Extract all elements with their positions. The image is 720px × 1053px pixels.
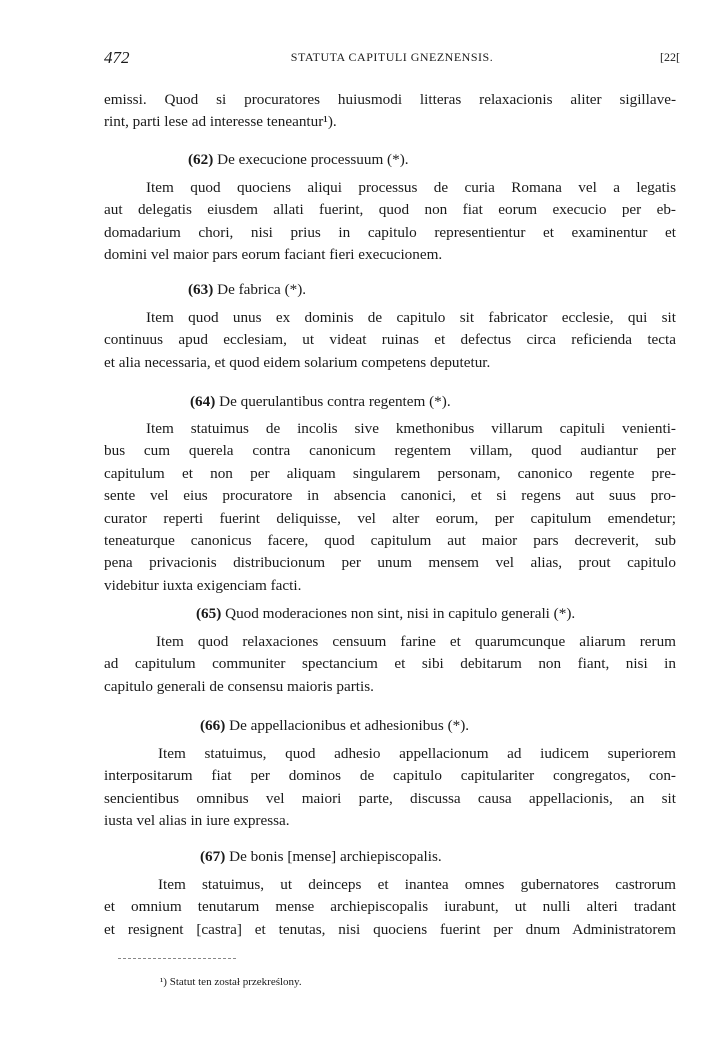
text-line: videbitur iuxta exigenciam facti. <box>104 576 302 594</box>
section-paragraph <box>104 631 676 698</box>
section-title: De fabrica (*). <box>217 281 307 298</box>
text-line: iusta vel alias in iure expressa. <box>104 812 290 830</box>
text-line: ad capitulum communiter spectancium et sibi debitarum non fiant, nisi in <box>104 655 676 673</box>
section-65 <box>104 603 676 698</box>
text-line: Item quod unus ex dominis de capitulo sit fabricator ecclesie, qui sit <box>146 309 676 326</box>
text-line: et alia necessaria, et quod eidem solarium competens deputetur. <box>104 353 491 371</box>
section-62 <box>104 149 676 267</box>
text-line: sencientibus omnibus vel maiori parte, discussa causa appellacionis, an sit <box>104 789 676 807</box>
text-line: continuus apud ecclesiam, ut videat ruinas et defectus circa reficienda tecta <box>104 331 676 349</box>
text-line: emissi. Quod si procuratores huiusmodi litteras relaxacionis aliter sigillave- <box>104 91 676 108</box>
text-line: et resignent [castra] et tenutas, nisi quociens fuerint per dnum Administratorem <box>104 920 676 938</box>
section-title: De execucione processuum (*). <box>217 151 409 168</box>
text-line: Item quod relaxaciones censuum farine et quarumcunque aliarum rerum <box>156 633 676 650</box>
section-number: (64) <box>190 393 216 410</box>
section-paragraph <box>104 418 676 597</box>
section-number: (67) <box>200 848 226 865</box>
section-title: De querulantibus contra regentem (*). <box>219 393 451 410</box>
text-line: domadarium chori, nisi prius in capitulo representientur et examinentur et <box>104 223 676 241</box>
section-heading <box>104 149 676 171</box>
page-header <box>104 44 680 68</box>
text-line: aut delegatis eiusdem allati fuerint, quod non fiat eorum execucio per eb- <box>104 201 676 219</box>
text-line: Item statuimus de incolis sive kmethonibus villarum capituli venienti- <box>146 420 676 437</box>
section-paragraph <box>104 177 676 267</box>
section-title: Quod moderaciones non sint, nisi in capitulo generali (*). <box>225 605 576 622</box>
text-line: Item statuimus, ut deinceps et inantea omnes gubernatores castrorum <box>158 876 676 893</box>
page-number: 472 <box>104 48 130 67</box>
footnote: ¹) Statut ten został przekreślony. <box>160 976 302 988</box>
section-paragraph <box>104 307 676 374</box>
running-title: STATUTA CAPITULI GNEZNENSIS. <box>290 50 494 64</box>
text-line: teneaturque canonicus facere, quod capitulum aut maior pars decreverit, sub <box>104 532 676 550</box>
section-number: (62) <box>188 151 214 168</box>
section-67 <box>104 846 676 941</box>
section-heading <box>104 846 676 868</box>
section-64 <box>104 391 676 597</box>
text-line: Item quod quociens aliqui processus de curia Romana vel a legatis <box>146 179 676 196</box>
footnote-divider <box>118 958 236 959</box>
text-line: curator reperti fuerint deliquisse, vel alter eorum, per capitulum emendetur; <box>104 509 676 527</box>
section-heading <box>104 391 676 413</box>
section-paragraph <box>104 743 676 833</box>
section-63 <box>104 279 676 374</box>
section-heading <box>104 715 676 737</box>
section-number: (66) <box>200 717 226 734</box>
section-number: (63) <box>188 281 214 298</box>
section-paragraph <box>104 874 676 941</box>
section-number: (65) <box>196 605 222 622</box>
text-line: capitulum et non per aliquam singularem personam, canonico regente pre- <box>104 464 676 482</box>
text-line: et omnium tenutarum mense archiepiscopalis iurabunt, ut nulli alteri tradant <box>104 898 676 916</box>
section-title: De appellacionibus et adhesionibus (*). <box>229 717 470 734</box>
text-line: interpositarum fiat per dominos de capitulo capitulariter congregatos, con- <box>104 767 676 785</box>
intro-paragraph-block <box>104 89 676 134</box>
section-heading <box>104 603 676 625</box>
text-line: Item statuimus, quod adhesio appellacionum ad iudicem superiorem <box>158 745 676 762</box>
text-line: bus cum querela contra canonicum regentem villam, quod audiantur per <box>104 442 676 460</box>
text-line: domini vel maior pars eorum faciant fieri execucionem. <box>104 246 443 264</box>
intro-paragraph <box>104 89 676 134</box>
text-line: capitulo generali de consensu maioris partis. <box>104 677 374 695</box>
section-66 <box>104 715 676 833</box>
text-line: sente vel eius procuratore in absencia canonici, et si regens aut suus pro- <box>104 487 676 505</box>
section-title: De bonis [mense] archiepiscopalis. <box>229 848 442 865</box>
section-heading <box>104 279 676 301</box>
header-mark: [22[ <box>660 50 680 64</box>
text-line: pena privacionis distribucionum per unum mensem vel alias, prout capitulo <box>104 554 676 572</box>
text-line: rint, parti lese ad interesse teneantur¹). <box>104 113 337 131</box>
